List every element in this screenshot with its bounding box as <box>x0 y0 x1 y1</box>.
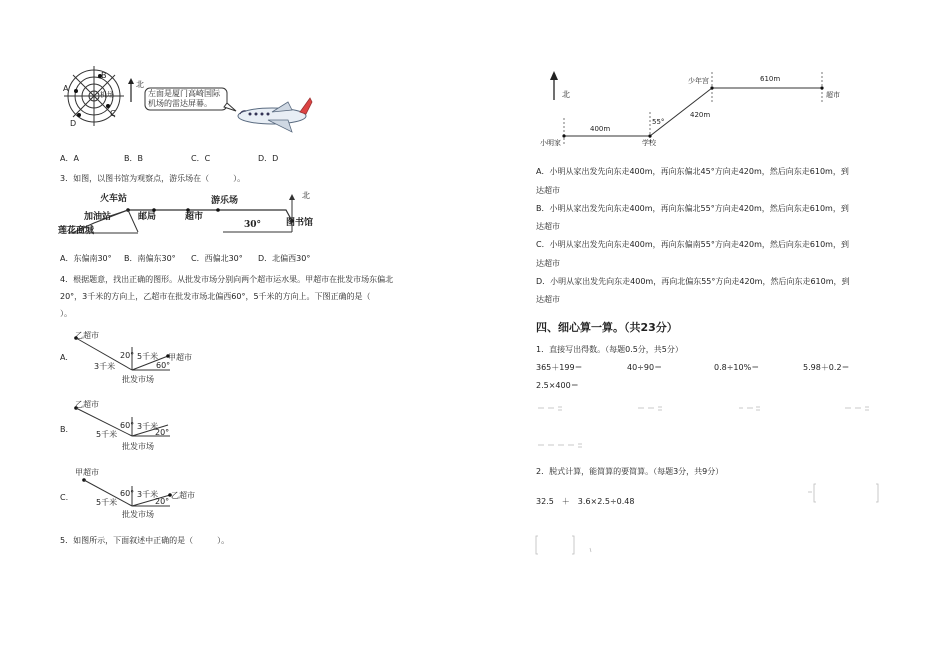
q4-c-origin: 批发市场 <box>122 510 154 519</box>
q5-option-a-line2: 达超市 <box>536 186 560 195</box>
q4-a-origin: 批发市场 <box>122 375 154 384</box>
q4-b-origin: 批发市场 <box>122 442 154 451</box>
q4-b-dist-right: 3千米 <box>137 422 159 431</box>
q5-option-a-line1[interactable]: A．小明从家出发先向东走400m，再向东偏北45°方向走420m，然后向东走610m，到 <box>536 167 849 176</box>
calc-q1-stem: 1．直接写出得数。（每题0.5分，共5分） <box>536 345 683 354</box>
map-angle: 55° <box>652 118 665 126</box>
q4-stem-line-2: 20°，3千米的方向上，乙超市在批发市场北偏西60°，5千米的方向上。下图正确的是（ <box>60 292 371 301</box>
bubble-line-2: 机场的雷达屏幕。 <box>148 99 212 108</box>
q4-stem-line-1: 4．根据题意，找出正确的图形。从批发市场分别向两个超市运水果。甲超市在批发市场东偏北 <box>60 275 394 284</box>
radar-label-b: B <box>101 71 107 80</box>
q3-gas-station: 加油站 <box>84 212 112 222</box>
calc-q1-item-2: 40÷90＝ <box>627 363 663 372</box>
airplane-icon <box>232 96 312 136</box>
q5-option-c-line2: 达超市 <box>536 259 560 268</box>
q4-c-dist-left: 5千米 <box>96 498 118 507</box>
fraction-expr-4 <box>843 399 873 419</box>
q3-option-a[interactable]: A．东偏南30° <box>60 254 112 263</box>
q5-option-b-line2: 达超市 <box>536 222 560 231</box>
map-distance-3: 610m <box>760 75 781 83</box>
q3-option-b[interactable]: B．南偏东30° <box>124 254 176 263</box>
q4-a-dist-right: 5千米 <box>137 352 159 361</box>
fraction-expr-5 <box>536 436 586 456</box>
q4-a-letter[interactable]: A. <box>60 353 68 362</box>
q4-c-dist-right: 3千米 <box>137 490 159 499</box>
map-distance-2: 420m <box>690 111 711 119</box>
radar-label-d: D <box>70 119 77 128</box>
q2-option-c[interactable]: C．C <box>191 154 211 163</box>
q2-option-a[interactable]: A．A <box>60 154 79 163</box>
map-north: 北 <box>562 90 570 99</box>
q4-c-angle2: 20° <box>155 497 170 506</box>
radar-label-c: C <box>110 109 116 118</box>
q4-a-angle2: 60° <box>156 361 171 370</box>
q4-b-angle2: 20° <box>155 428 170 437</box>
calc-q2-expr-1: 32.5 ＋ 3.6×2.5÷0.48 <box>536 497 635 506</box>
radar-label-airport: 机场 <box>100 91 114 99</box>
q3-train-station: 火车站 <box>100 194 128 204</box>
q3-stem: 3．如图，以图书馆为观察点，游乐场在（ ）。 <box>60 174 246 183</box>
q3-post-office: 邮局 <box>138 212 157 222</box>
q3-amusement: 游乐场 <box>211 196 239 206</box>
q3-mall: 莲花商城 <box>58 226 95 236</box>
q4-c-right: 乙超市 <box>171 491 195 500</box>
q4-b-angle1: 60° <box>120 421 135 430</box>
q2-option-b[interactable]: B．B <box>124 154 143 163</box>
section-4-title: 四、细心算一算。（共23分） <box>536 321 678 334</box>
q4-b-dist-left: 5千米 <box>96 430 118 439</box>
fraction-expr-2 <box>636 399 666 419</box>
q4-b-letter[interactable]: B. <box>60 425 69 434</box>
calc-q1-item-5: 2.5×400＝ <box>536 381 579 390</box>
q3-supermarket: 超市 <box>185 212 204 222</box>
fraction-expr-1 <box>536 399 566 419</box>
map-home: 小明家 <box>540 139 561 147</box>
map-school: 学校 <box>642 139 656 147</box>
q3-option-d[interactable]: D．北偏西30° <box>258 254 311 263</box>
calc-q2-stem: 2．脱式计算，能简算的要简算。（每题3分，共9分） <box>536 467 724 476</box>
q5-option-c-line1[interactable]: C．小明从家出发先向东走400m，再向东偏南55°方向走420m，然后向东走610m，到 <box>536 240 849 249</box>
q4-b-top: 乙超市 <box>75 400 99 409</box>
q4-c-top: 甲超市 <box>75 468 99 477</box>
map-palace: 少年宫 <box>688 77 709 85</box>
calc-q2-expr-2 <box>806 482 886 504</box>
fraction-expr-3 <box>733 399 763 419</box>
q5-stem: 5．如图所示，下面叙述中正确的是（ ）。 <box>60 536 230 545</box>
q4-c-angle1: 60° <box>120 489 135 498</box>
map-distance-1: 400m <box>590 125 611 133</box>
q2-north-label: 北 <box>136 80 144 89</box>
q4-stem-line-3: ）。 <box>60 309 72 318</box>
calc-q1-item-1: 365＋199＝ <box>536 363 583 372</box>
q5-option-d-line2: 达超市 <box>536 295 560 304</box>
q3-option-c[interactable]: C．西偏北30° <box>191 254 243 263</box>
q4-a-top: 乙超市 <box>75 331 99 340</box>
q4-a-right: 甲超市 <box>168 353 192 362</box>
calc-q1-item-4: 5.98＋0.2＝ <box>803 363 850 372</box>
q3-library: 图书馆 <box>286 218 314 228</box>
q4-a-angle1: 20° <box>120 351 135 360</box>
bubble-line-1: 左面是厦门高崎国际 <box>148 89 220 98</box>
q5-option-b-line1[interactable]: B．小明从家出发先向东走400m，再向东偏北55°方向走420m，然后向东走610m，到 <box>536 204 849 213</box>
calc-q2-expr-3 <box>534 534 604 558</box>
q4-a-dist-left: 3千米 <box>94 362 116 371</box>
q3-angle: 30° <box>244 220 262 230</box>
q2-option-d[interactable]: D．D <box>258 154 279 163</box>
calc-q1-item-3: 0.8÷10%＝ <box>714 363 760 372</box>
q4-c-letter[interactable]: C. <box>60 493 69 502</box>
q5-option-d-line1[interactable]: D．小明从家出发先向东走400m，再向北偏东55°方向走420m，然后向东走610m，到 <box>536 277 850 286</box>
radar-label-a: A <box>63 84 69 93</box>
map-supermarket: 超市 <box>826 91 840 99</box>
q3-north: 北 <box>302 191 310 200</box>
